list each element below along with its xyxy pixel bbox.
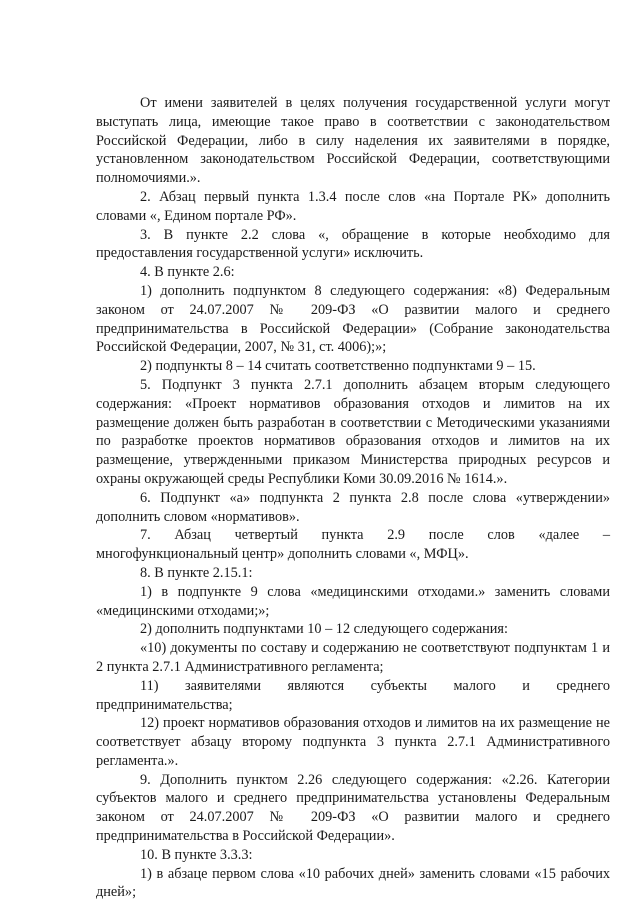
document-body [96,94,610,902]
paragraph-item-5: 5. Подпункт 3 пункта 2.7.1 дополнить абзацем вторым следующего содержания: «Проект нормативов образования отходов и лимитов на их размещение должен быть разработан в соответствии с Методическими указаниями по разработке проектов нормативов образования отходов и лимитов на их размещение, утвержденными приказом Министерства природных ресурсов и охраны окружающей среды Республики Коми 30.09.2016 № 1614.». [96,376,610,487]
paragraph-item-4: 4. В пункте 2.6: [140,264,235,281]
paragraph-item-4-sub-1: 1) дополнить подпунктом 8 следующего содержания: «8) Федеральным законом от 24.07.2007 № 209-ФЗ «О развитии малого и среднего предпринимательства в Российской Федерации» (Собрание законодательства Российской Федерации, 2007, № 31, ст. 4006);»; [96,282,610,356]
paragraph-subitem-12: 12) проект нормативов образования отходов и лимитов на их размещение не соответствует абзацу второму подпункта 3 пункта 2.7.1 Административного регламента.». [96,715,610,769]
paragraph-item-2: 2. Абзац первый пункта 1.3.4 после слов «на Портале РК» дополнить словами «, Едином портале РФ». [96,188,610,224]
paragraph-item-8: 8. В пункте 2.15.1: [140,564,253,581]
paragraph-subitem-11-continuation: предпринимательства; [96,696,233,713]
paragraph-item-9: 9. Дополнить пунктом 2.26 следующего содержания: «2.26. Категории субъектов малого и среднего предпринимательства установлены Федеральным законом от 24.07.2007 № 209-ФЗ «О развитии малого и среднего предпринимательства в Российской Федерации». [96,771,610,845]
paragraph-item-7-continuation: многофункциональный центр» дополнить словами «, МФЦ». [96,546,469,563]
paragraph-item-10: 10. В пункте 3.3.3: [140,846,253,863]
paragraph-item-7: 7. Абзац четвертый пункта 2.9 после слов «далее – [140,527,610,544]
paragraph-item-10-sub-1: 1) в абзаце первом слова «10 рабочих дней» заменить словами «15 рабочих дней»; [96,865,610,901]
paragraph-subitem-11: 11) заявителями являются субъекты малого и среднего [140,677,610,694]
paragraph-item-6: 6. Подпункт «а» подпункта 2 пункта 2.8 после слова «утверждении» дополнить словом «нормативов». [96,489,610,525]
paragraph-item-3: 3. В пункте 2.2 слова «, обращение в которые необходимо для предоставления государственной услуги» исключить. [96,226,610,262]
paragraph-item-8-sub-2: 2) дополнить подпунктами 10 – 12 следующего содержания: [140,621,508,638]
paragraph-representatives: От имени заявителей в целях получения государственной услуги могут выступать лица, имеющие такое право в соответствии с законодательством Российской Федерации, либо в силу наделения их заявителями в порядке, установленном законодательством Российской Федерации, соответствующими полномочиями.». [96,95,610,187]
paragraph-item-8-sub-1: 1) в подпункте 9 слова «медицинскими отходами.» заменить словами «медицинскими отходами;»; [96,583,610,619]
paragraph-item-4-sub-2: 2) подпункты 8 – 14 считать соответственно подпунктами 9 – 15. [140,358,536,375]
paragraph-subitem-10: «10) документы по составу и содержанию не соответствуют подпунктам 1 и 2 пункта 2.7.1 Административного регламента; [96,640,610,675]
